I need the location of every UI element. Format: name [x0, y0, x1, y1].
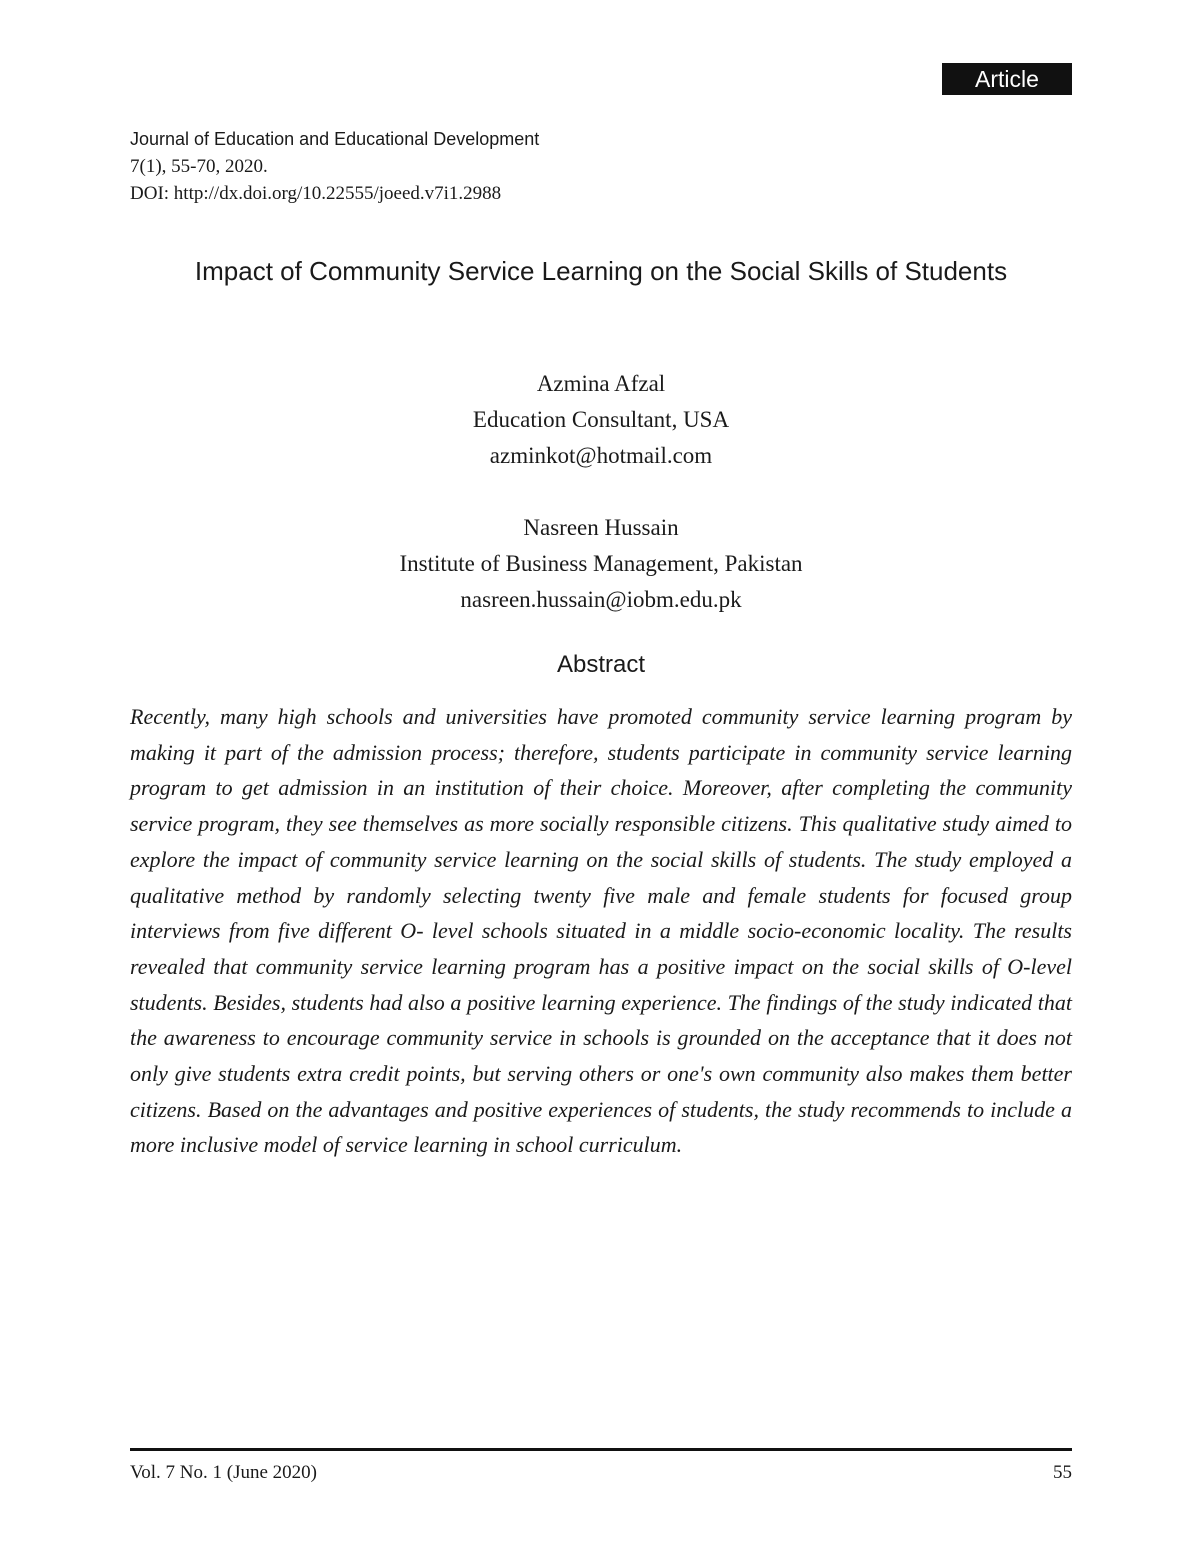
author-email: nasreen.hussain@iobm.edu.pk [460, 587, 742, 612]
journal-issue: 7(1), 55-70, 2020. [130, 156, 268, 177]
author-block [130, 510, 1072, 618]
author-affiliation: Education Consultant, USA [472, 407, 730, 432]
journal-name: Journal of Education and Educational Development [130, 129, 540, 149]
journal-info [130, 126, 539, 207]
author-name: Nasreen Hussain [523, 515, 679, 540]
paper-title: Impact of Community Service Learning on the Social Skills of Students [194, 256, 1008, 286]
page-number: 55 [1053, 1462, 1072, 1483]
journal-doi: DOI: http://dx.doi.org/10.22555/joeed.v7i1.2988 [130, 183, 502, 204]
footer-divider [130, 1448, 1072, 1451]
author-block [130, 366, 1072, 474]
footer-volume: Vol. 7 No. 1 (June 2020) [130, 1462, 318, 1483]
abstract-text: Recently, many high schools and universities have promoted community service learning program by making it part of the admission process; therefore, students participate in community service learning program to get admission in an institution of their choice. Moreover, after completing the community service program, they see themselves as more socially responsible citizens. This qualitative study aimed to explore the impact of community service learning on the social skills of students. The study employed a qualitative method by randomly selecting twenty five male and female students for focused group interviews from five different O- level schools situated in a middle socio-economic locality. The results revealed that community service learning program has a positive impact on the social skills of O-level students. Besides, students had also a positive learning experience. The findings of the study indicated that the awareness to encourage community service in schools is grounded on the acceptance that it does not only give students extra credit points, but serving others or one's own community also makes them better citizens. Based on the advantages and positive experiences of students, the study recommends to include a more inclusive model of service learning in school curriculum. [130, 704, 1072, 1158]
article-type-badge: Article [942, 63, 1072, 95]
abstract-heading: Abstract [556, 651, 646, 678]
author-name: Azmina Afzal [536, 371, 666, 396]
author-email: azminkot@hotmail.com [489, 443, 713, 468]
author-affiliation: Institute of Business Management, Pakistan [399, 551, 803, 576]
author-list [130, 366, 1072, 618]
